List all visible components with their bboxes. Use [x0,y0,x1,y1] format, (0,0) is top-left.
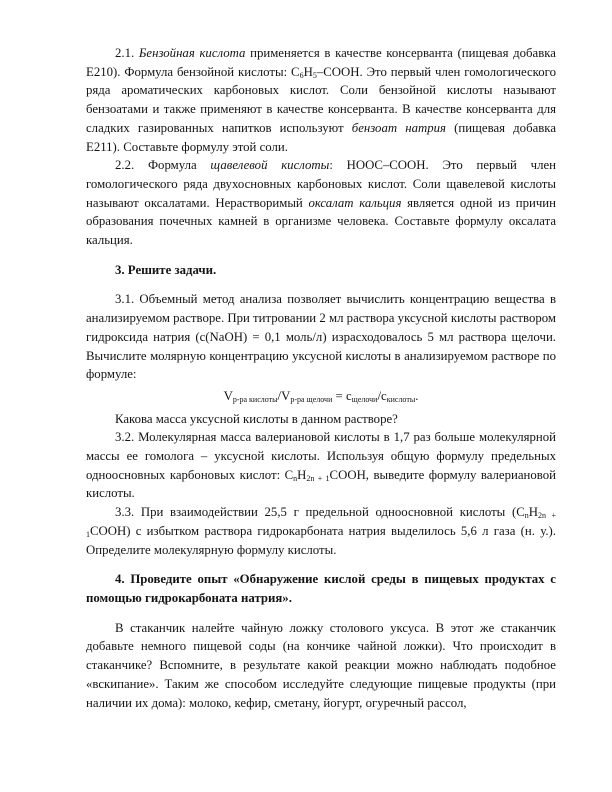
term-calcium-oxalate: оксалат кальция [308,195,402,210]
section-3-heading: 3. Решите задачи. [115,262,217,277]
term-sodium-benzoate: бензоат натрия [351,120,446,135]
paragraph-4-experiment: В стаканчик налейте чайную ложку столового уксуса. В этот же стаканчик добавьте немного пищевой соды (на кончике чайной ложки). Что происходит в стаканчике? Вспомните, в результате какой реакции можно наблюдать подобное «вскипание». Таким же способом исследуйте следующие пищевые продукты (при наличии их дома): молоко, кефир, сметану, йогурт, огуречный рассол, [86,620,556,710]
question-acid-mass: Какова масса уксусной кислоты в данном растворе? [115,411,398,426]
paragraph-2-2: 2.2. Формула щавелевой кислоты: HOOC–COOH. Это первый член гомологического ряда двухосновных карбоновых кислот. Соли щавелевой кислоты называют оксалатами. Нерастворимый оксалат кальция является одной из причин образования почечных камней в организме человека. Составьте формулу оксалата кальция. [86,158,556,248]
paragraph-3-2: 3.2. Молекулярная масса валериановой кислоты в 1,7 раз больше молекулярной массы ее гомолога – уксусной кислоты. Используя общую формулу предельных одноосновных карбоновых кислот: $C_nH_{2n + 1}COOH$, выведите формулу валериановой кислоты. [86,430,556,501]
concentration-formula: $V_{р-ра кислоты}/V_{р-ра щелочи} = c_{щелочи}/c_{кислоты}$. [223,388,419,404]
paragraph-3-1: 3.1. Объемный метод анализа позволяет вычислить концентрацию вещества в анализируемом растворе. При титровании 2 мл раствора уксусной кислоты раствором гидроксида натрия (c(NaOH) = 0,1 моль/л) израсходовалось 5 мл раствора щелочи. Вычислите молярную концентрацию уксусной кислоты в анализируемом растворе по формуле: [86,292,556,382]
paragraph-3-3: 3.3. При взаимодействии 25,5 г предельной одноосновной кислоты $(C_nH_{2n + 1}COOH)$ с избытком раствора гидрокарбоната натрия выделилось 5,6 л газа (н. у.). Определите молекулярную формулу кислоты. [86,505,556,557]
paragraph-2-1: 2.1. Бензойная кислота применяется в качестве консерванта (пищевая добавка Е210). Формула бензойной кислоты: $C_6H_5$–COOH. Это первый член гомологического ряда ароматических карбоновых кислот. Соли бензойной кислоты называют бензоатами и также применяют в качестве консерванта. В качестве консерванта для сладких газированных напитков используют бензоат натрия (пищевая добавка Е211). Составьте формулу этой соли. [86,46,557,154]
term-oxalic-acid: щавелевой кислоты [210,158,330,173]
term-benzoic-acid: Бензойная кислота [138,46,246,60]
section-4-heading: 4. Проведите опыт «Обнаружение кислой среды в пищевых продуктах с помощью гидрокарбоната натрия». [86,572,556,605]
